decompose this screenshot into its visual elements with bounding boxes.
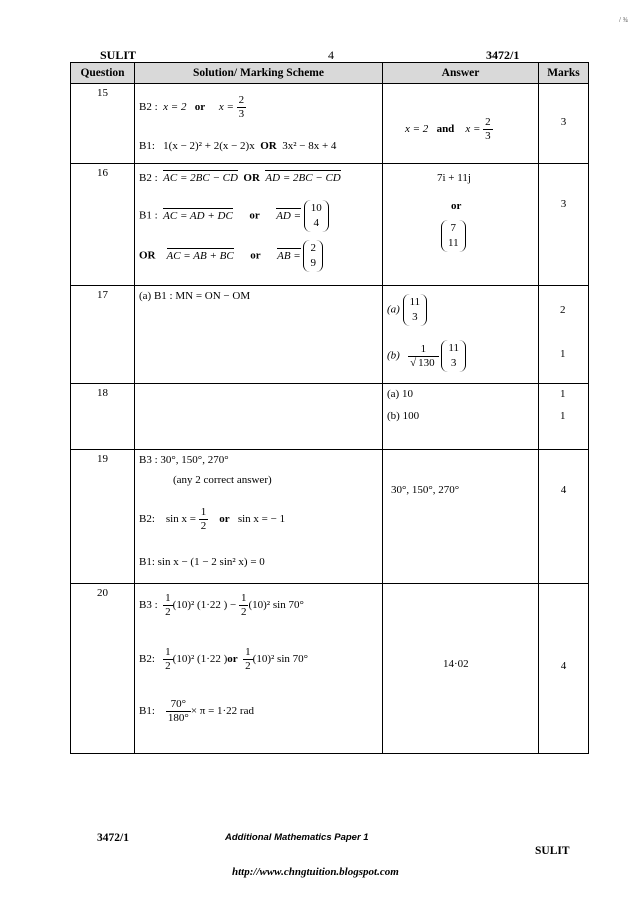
solution-b2: B2 : AC = 2BC − CD OR AD = 2BC − CD: [139, 172, 341, 184]
answer-cell: [383, 584, 539, 754]
solution-cell: [135, 84, 383, 164]
answer-vector: 7 11: [441, 220, 466, 252]
answer-a: (a) 11 3: [387, 294, 427, 326]
answer-b: (b) 100: [387, 410, 420, 422]
marks-value: 3: [539, 84, 589, 164]
solution-or: OR AC = AB + BC or AB = 2 9: [139, 240, 323, 272]
solution-b1: B1 : AC = AD + DC or AD = 10 4: [139, 200, 329, 232]
header-sulit: SULIT: [100, 48, 137, 62]
table-header-row: [71, 63, 589, 84]
col-answer: Answer: [383, 63, 539, 84]
answer-cell: [383, 384, 539, 450]
page-number: 4: [328, 48, 334, 62]
marks-a: 2: [560, 304, 566, 316]
solution-b3-note: (any 2 correct answer): [173, 474, 272, 486]
answer-value: 30°, 150°, 270°: [391, 484, 460, 496]
paper-code: 3472/1: [486, 48, 520, 62]
col-question: Question: [71, 63, 135, 84]
question-number: 19: [71, 450, 135, 584]
answer-cell: [383, 164, 539, 286]
answer-value: x = 2 and x = $\frac{2}{3}$: [405, 116, 491, 142]
solution-cell: [135, 286, 383, 384]
question-number: 18: [71, 384, 135, 450]
footer-code: 3472/1: [97, 832, 129, 844]
table-row: [71, 84, 589, 164]
col-solution: Solution/ Marking Scheme: [135, 63, 383, 84]
solution-b1: (a) B1 : MN = ON − OM: [139, 290, 251, 302]
marking-scheme-table: [70, 62, 589, 754]
question-number: 17: [71, 286, 135, 384]
marks-b: 1: [560, 348, 566, 360]
marks-value: 4: [539, 584, 589, 754]
marks-cell: [539, 384, 589, 450]
marks-value: 4: [539, 450, 589, 584]
footer-sulit: SULIT: [535, 845, 570, 857]
question-number: 16: [71, 164, 135, 286]
question-number: 20: [71, 584, 135, 754]
solution-b2: B2 : x = 2 or x = $\frac{2}{3}$: [139, 94, 245, 120]
solution-b1: B1: 1(x − 2)² + 2(x − 2)x OR 3x² − 8x + 4: [139, 140, 337, 152]
marks-value: 3: [539, 164, 589, 286]
solution-b3: B3 : $\frac{1}{2}$ (10)² (1·22 ) − $\frac{1}{2}$ (10)² sin 70°: [139, 592, 304, 618]
answer-cell: [383, 84, 539, 164]
answer-cell: [383, 286, 539, 384]
answer-or: or: [451, 200, 462, 212]
solution-cell: [135, 450, 383, 584]
footer-title: Additional Mathematics Paper 1: [225, 832, 369, 843]
table-row: [71, 286, 589, 384]
footer-url: http://www.chngtuition.blogspot.com: [232, 866, 399, 878]
table-row: [71, 450, 589, 584]
marks-cell: [539, 286, 589, 384]
col-marks: Marks: [539, 63, 589, 84]
solution-cell: [135, 164, 383, 286]
solution-b2: B2: sin x = $\frac{1}{2}$ or sin x = − 1: [139, 506, 286, 532]
answer-value: 14·02: [443, 658, 469, 670]
solution-cell: [135, 384, 383, 450]
corner-mark: / ¾: [619, 16, 628, 24]
question-number: 15: [71, 84, 135, 164]
answer-a: (a) 10: [387, 388, 413, 400]
answer-value: 7i + 11j: [437, 172, 471, 184]
marks-b: 1: [560, 410, 566, 422]
answer-cell: [383, 450, 539, 584]
table-row: [71, 164, 589, 286]
solution-b1: B1: sin x − (1 − 2 sin² x) = 0: [139, 556, 265, 568]
solution-b1: B1: $\frac{70^\circ}{180^\circ}$ × π = 1·22 rad: [139, 698, 254, 724]
solution-b3: B3 : 30°, 150°, 270°: [139, 454, 229, 466]
marks-a: 1: [560, 388, 566, 400]
answer-b: (b) $\frac{1}{√ 130}$ 11 3: [387, 340, 466, 372]
table-row: [71, 584, 589, 754]
solution-cell: [135, 584, 383, 754]
solution-b2: B2: $\frac{1}{2}$ (10)² (1·22 )or $\frac{1}{2}$ (10)² sin 70°: [139, 646, 309, 672]
table-row: [71, 384, 589, 450]
